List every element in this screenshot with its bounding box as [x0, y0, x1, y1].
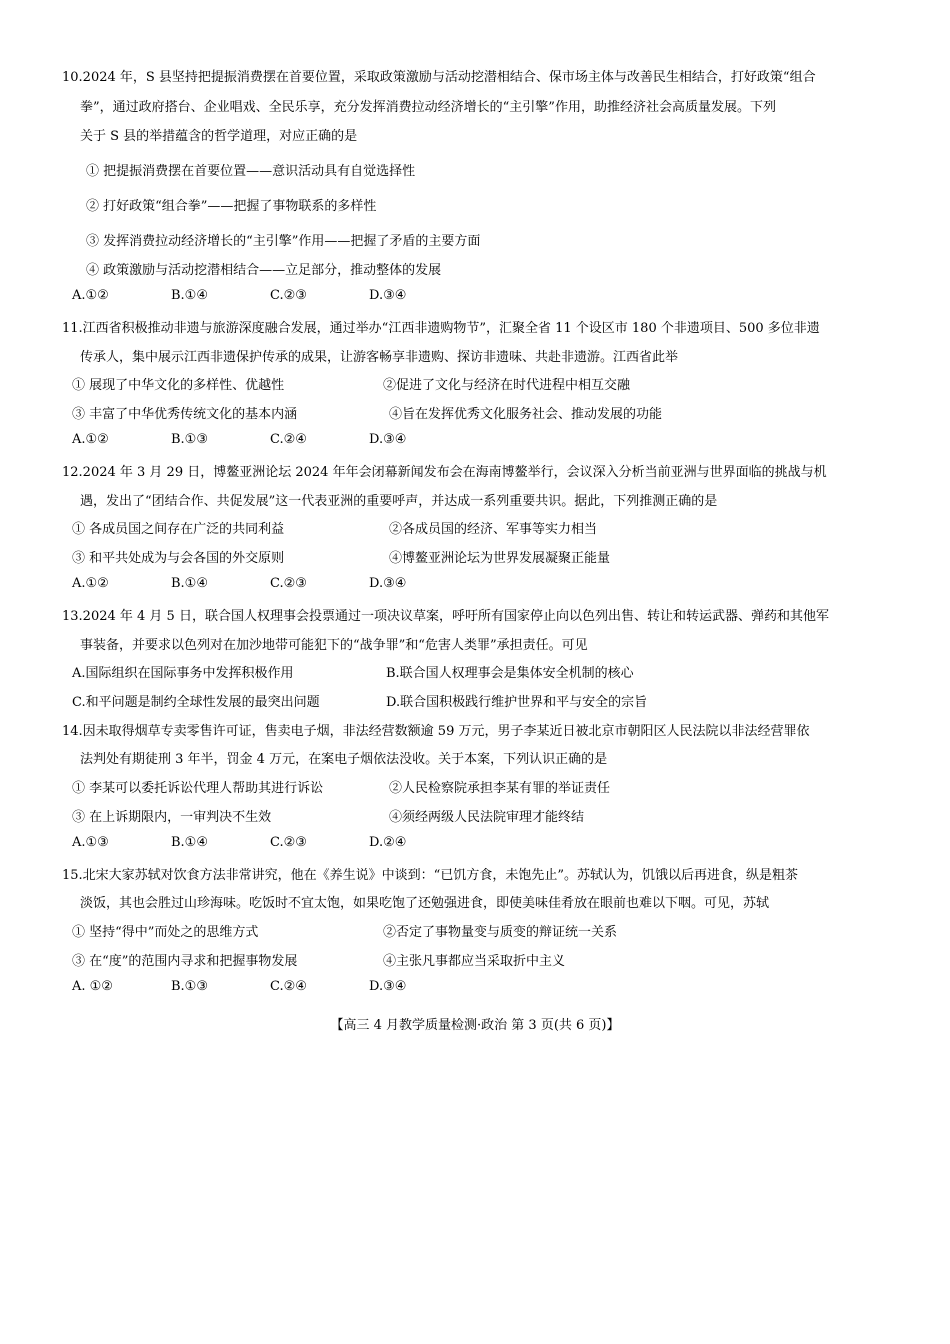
question-14-choice-c[interactable]: C.②③	[270, 835, 307, 850]
question-10-statement-4: ④ 政策激励与活动挖潜相结合——立足部分，推动整体的发展	[86, 263, 442, 278]
question-11-statement-4: ④旨在发挥优秀文化服务社会、推动发展的功能	[389, 407, 663, 422]
question-10-choice-a[interactable]: A.①②	[72, 288, 109, 303]
question-12-choice-a[interactable]: A.①②	[72, 576, 109, 591]
question-11-choice-b[interactable]: B.①③	[171, 432, 208, 447]
question-12-statement-2: ②各成员国的经济、军事等实力相当	[389, 522, 598, 537]
question-10-choice-c[interactable]: C.②③	[270, 288, 307, 303]
question-15-choice-c[interactable]: C.②④	[270, 979, 307, 994]
question-14-statement-2: ②人民检察院承担李某有罪的举证责任	[389, 781, 611, 796]
page-footer: 【高三 4 月教学质量检测·政治 第 3 页(共 6 页)】	[330, 1018, 620, 1033]
question-11-stem-line-1: 11.江西省积极推动非遗与旅游深度融合发展，通过举办“江西非遗购物节”，汇聚全省 11 个设区市 180 个非遗项目、500 多位非遗	[62, 321, 820, 336]
question-13-choice-b[interactable]: B.联合国人权理事会是集体安全机制的核心	[386, 666, 634, 681]
question-14-choice-a[interactable]: A.①③	[72, 835, 109, 850]
question-10-statement-1: ① 把提振消费摆在首要位置——意识活动具有自觉选择性	[86, 164, 416, 179]
question-11-statement-2: ②促进了文化与经济在时代进程中相互交融	[383, 378, 631, 393]
question-11-choice-a[interactable]: A.①②	[72, 432, 109, 447]
question-14-choice-b[interactable]: B.①④	[171, 835, 208, 850]
question-15-statement-3: ③ 在“度”的范围内寻求和把握事物发展	[72, 954, 298, 969]
question-10-statement-2: ② 打好政策“组合拳”——把握了事物联系的多样性	[86, 199, 377, 214]
question-15-stem-line-1: 15.北宋大家苏轼对饮食方法非常讲究，他在《养生说》中谈到：“已饥方食，未饱先止”。苏轼认为，饥饿以后再进食，纵是粗茶	[62, 868, 798, 883]
question-15-choice-d[interactable]: D.③④	[369, 979, 407, 994]
question-14-statement-4: ④须经两级人民法院审理才能终结	[389, 810, 585, 825]
question-12-statement-3: ③ 和平共处成为与会各国的外交原则	[72, 551, 285, 566]
question-11-choice-c[interactable]: C.②④	[270, 432, 307, 447]
question-15-choice-b[interactable]: B.①③	[171, 979, 208, 994]
question-15-choice-a[interactable]: A. ①②	[72, 979, 113, 994]
question-10-choice-b[interactable]: B.①④	[171, 288, 208, 303]
question-10-stem-line-3: 关于 S 县的举措蕴含的哲学道理，对应正确的是	[80, 129, 358, 144]
question-13-choice-a[interactable]: A.国际组织在国际事务中发挥积极作用	[72, 666, 294, 681]
question-10-choice-d[interactable]: D.③④	[369, 288, 407, 303]
question-12-statement-1: ① 各成员国之间存在广泛的共同利益	[72, 522, 285, 537]
question-13-stem-line-2: 事装备，并要求以色列对在加沙地带可能犯下的“战争罪”和“危害人类罪”承担责任。可见	[80, 638, 588, 653]
question-15-statement-2: ②否定了事物量变与质变的辩证统一关系	[383, 925, 618, 940]
question-14-stem-line-2: 法判处有期徒刑 3 年半，罚金 4 万元，在案电子烟依法没收。关于本案，下列认识正确的是	[80, 752, 608, 767]
question-10-stem-line-1: 10.2024 年，S 县坚持把提振消费摆在首要位置，采取政策激励与活动挖潜相结合、保市场主体与改善民生相结合，打好政策“组合	[62, 70, 816, 85]
question-14-choice-d[interactable]: D.②④	[369, 835, 407, 850]
question-12-choice-b[interactable]: B.①④	[171, 576, 208, 591]
question-14-stem-line-1: 14.因未取得烟草专卖零售许可证，售卖电子烟，非法经营数额逾 59 万元，男子李某近日被北京市朝阳区人民法院以非法经营罪依	[62, 724, 810, 739]
question-12-stem-line-2: 遇，发出了“团结合作、共促发展”这一代表亚洲的重要呼声，并达成一系列重要共识。据此，下列推测正确的是	[80, 494, 718, 509]
question-15-statement-4: ④主张凡事都应当采取折中主义	[383, 954, 566, 969]
question-11-statement-3: ③ 丰富了中华优秀传统文化的基本内涵	[72, 407, 298, 422]
question-11-statement-1: ① 展现了中华文化的多样性、优越性	[72, 378, 285, 393]
question-10-statement-3: ③ 发挥消费拉动经济增长的“主引擎”作用——把握了矛盾的主要方面	[86, 234, 481, 249]
question-15-stem-line-2: 淡饭，其也会胜过山珍海味。吃饭时不宜太饱，如果吃饱了还勉强进食，即使美味佳肴放在眼前也难以下咽。可见，苏轼	[80, 896, 770, 911]
question-11-stem-line-2: 传承人，集中展示江西非遗保护传承的成果，让游客畅享非遗购、探访非遗味、共赴非遗游。江西省此举	[80, 350, 679, 365]
question-12-stem-line-1: 12.2024 年 3 月 29 日，博鳌亚洲论坛 2024 年年会闭幕新闻发布会在海南博鳌举行，会议深入分析当前亚洲与世界面临的挑战与机	[62, 465, 827, 480]
question-15-statement-1: ① 坚持“得中”而处之的思维方式	[72, 925, 259, 940]
question-13-choice-c[interactable]: C.和平问题是制约全球性发展的最突出问题	[72, 695, 320, 710]
question-10-stem-line-2: 拳”，通过政府搭台、企业唱戏、全民乐享，充分发挥消费拉动经济增长的“主引擎”作用，助推经济社会高质量发展。下列	[80, 100, 776, 115]
question-13-stem-line-1: 13.2024 年 4 月 5 日，联合国人权理事会投票通过一项决议草案，呼吁所有国家停止向以色列出售、转让和转运武器、弹药和其他军	[62, 609, 829, 624]
question-11-choice-d[interactable]: D.③④	[369, 432, 407, 447]
question-14-statement-3: ③ 在上诉期限内，一审判决不生效	[72, 810, 272, 825]
question-13-choice-d[interactable]: D.联合国积极践行维护世界和平与安全的宗旨	[386, 695, 648, 710]
question-12-choice-c[interactable]: C.②③	[270, 576, 307, 591]
question-12-choice-d[interactable]: D.③④	[369, 576, 407, 591]
question-12-statement-4: ④博鳌亚洲论坛为世界发展凝聚正能量	[389, 551, 611, 566]
question-14-statement-1: ① 李某可以委托诉讼代理人帮助其进行诉讼	[72, 781, 324, 796]
